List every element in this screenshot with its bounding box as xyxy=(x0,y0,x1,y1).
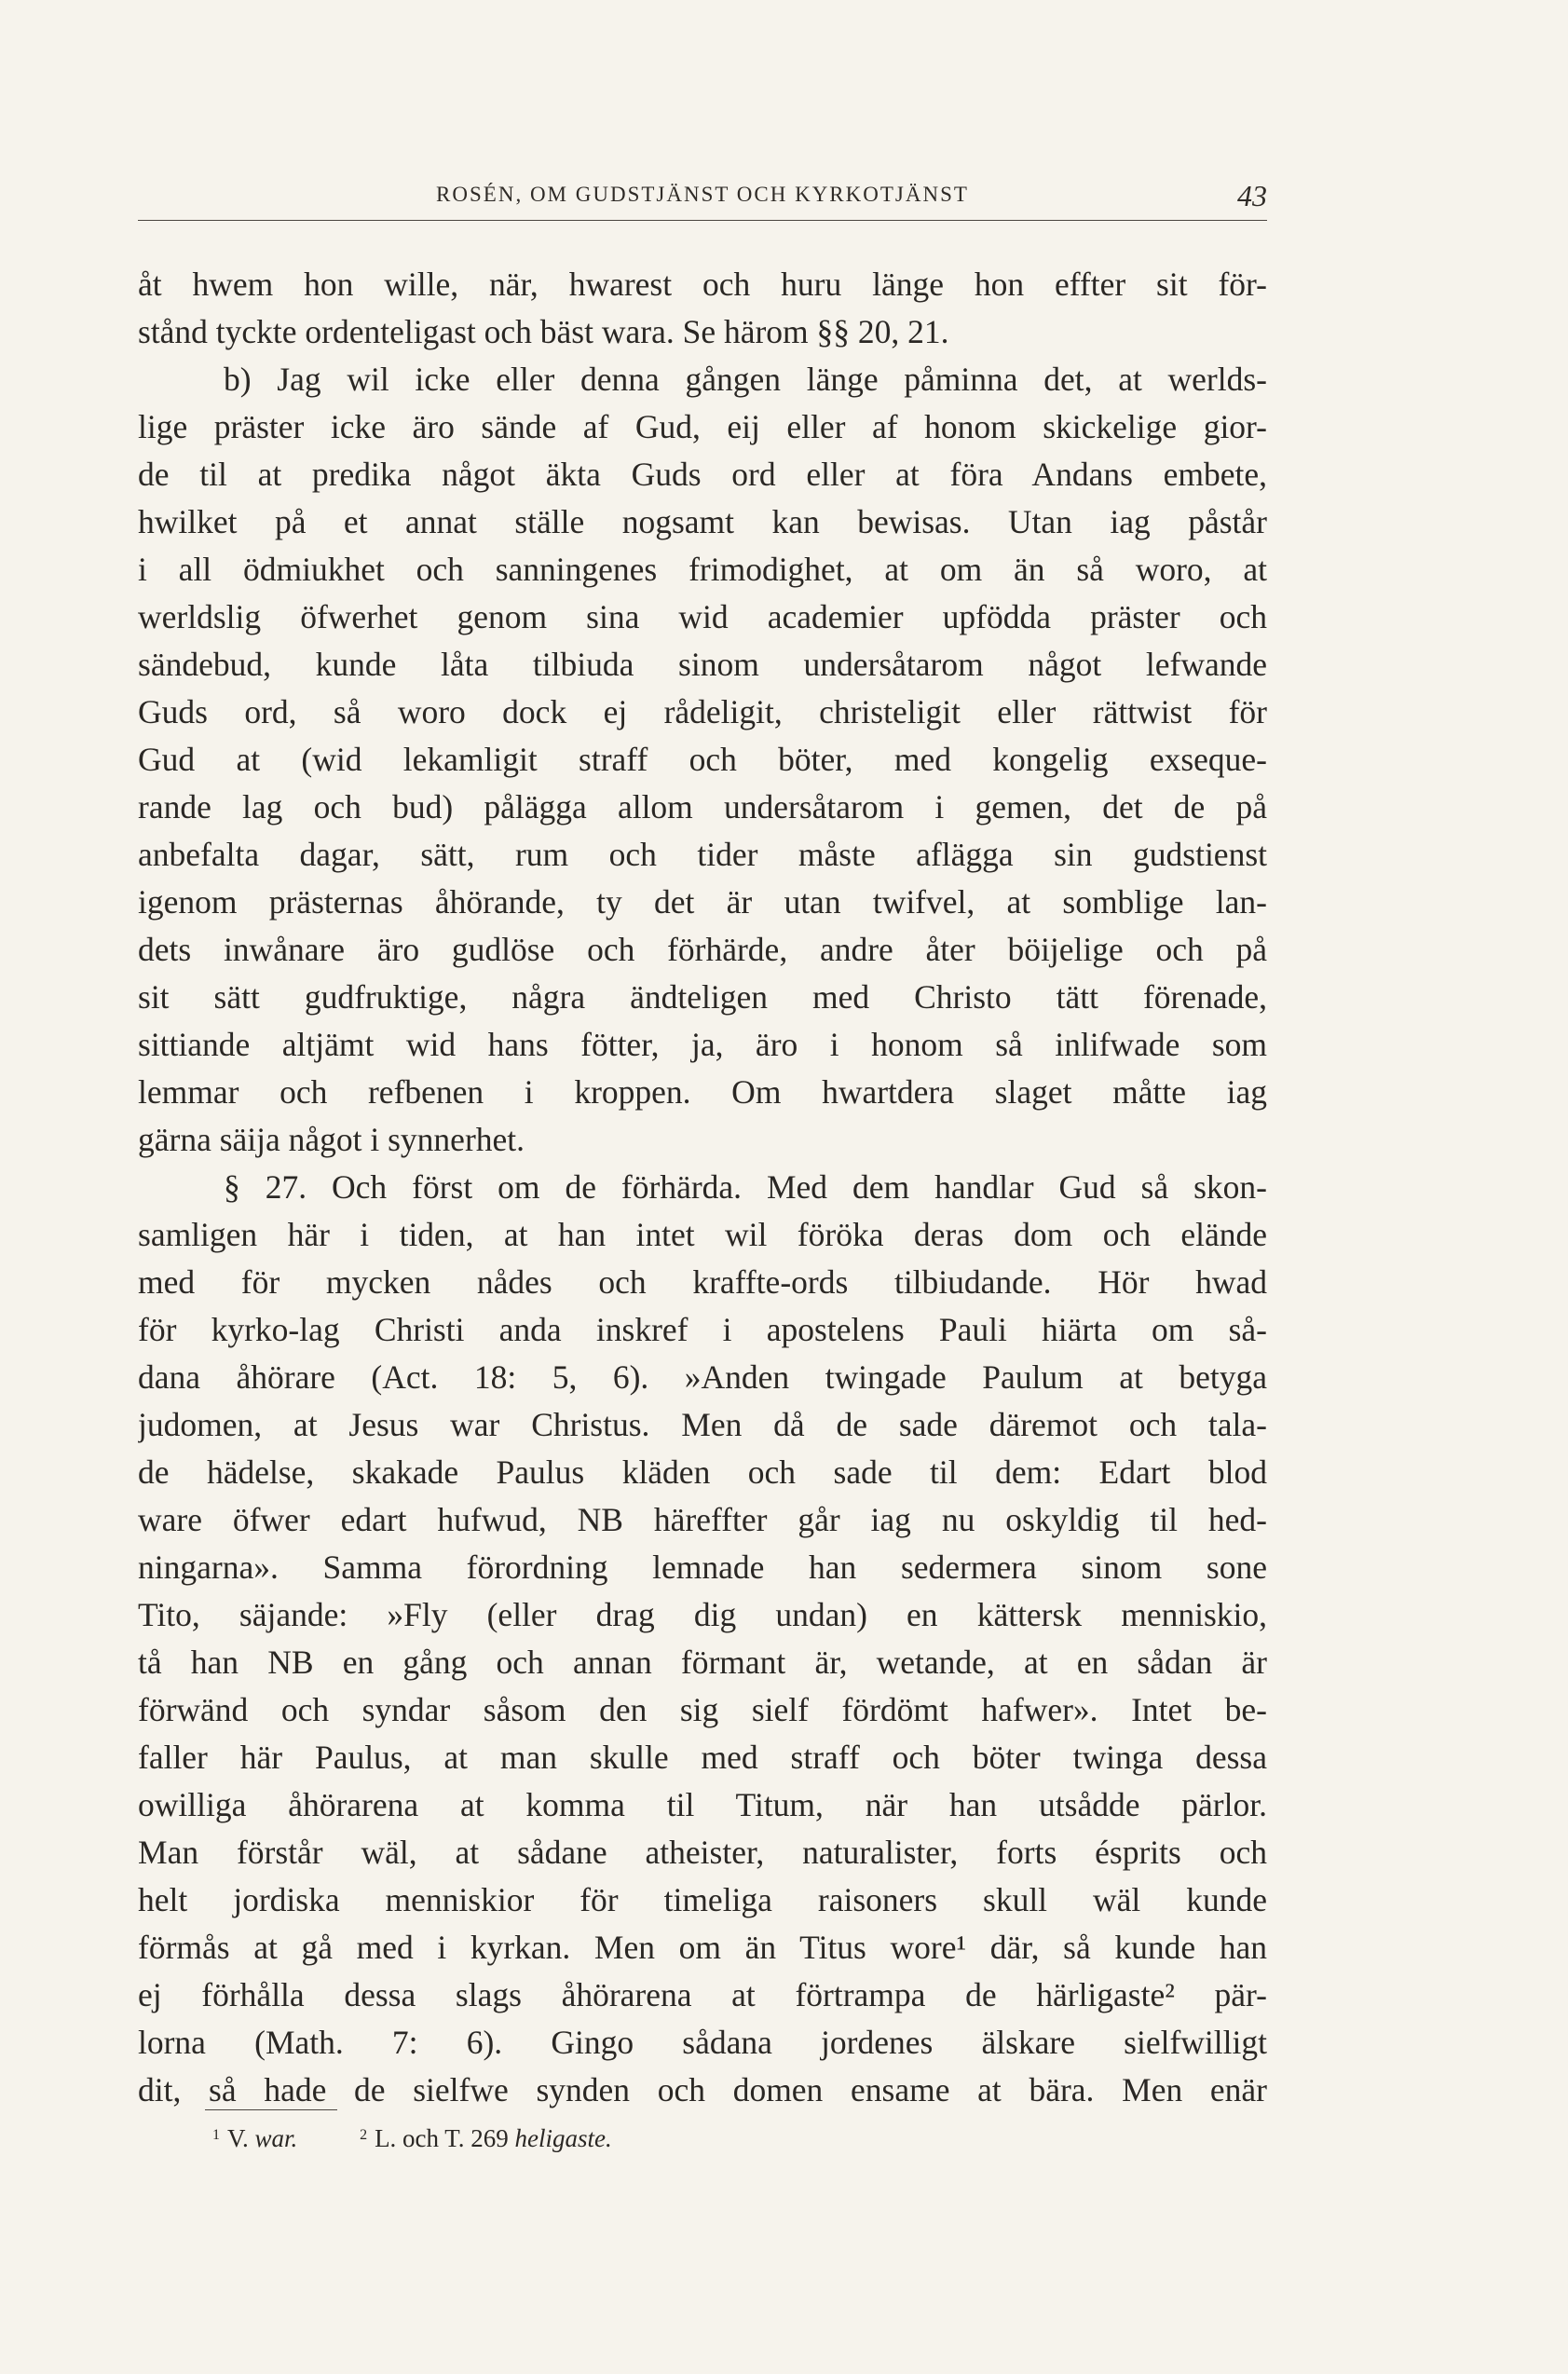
text-line: de hädelse, skakade Paulus kläden och sade til dem: Edart blod xyxy=(138,1453,1267,1491)
text-line: werldslig öfwerhet genom sina wid academier upfödda präster och xyxy=(138,598,1267,635)
footnotes xyxy=(212,2117,668,2157)
text-line: sit sätt gudfruktige, några ändteligen med Christo tätt förenade, xyxy=(138,978,1267,1016)
page-number: 43 xyxy=(1237,179,1267,212)
body-text xyxy=(138,261,1267,2114)
text-line: Man förstår wäl, at sådane atheister, naturalister, forts ésprits och xyxy=(138,1834,1267,1871)
text-line: stånd tyckte ordenteligast och bäst wara. Se härom §§ 20, 21. xyxy=(138,313,949,350)
text-line: för kyrko-lag Christi anda inskref i apostelens Pauli hiärta om så- xyxy=(138,1311,1267,1348)
text-line: igenom prästernas åhörande, ty det är utan twifvel, at somblige lan- xyxy=(138,883,1267,921)
text-line: förmås at gå med i kyrkan. Men om än Titus wore¹ där, så kunde han xyxy=(138,1929,1267,1966)
text-line: de til at predika något äkta Guds ord eller at föra Andans embete, xyxy=(138,456,1267,493)
text-line: tå han NB en gång och annan förmant är, wetande, at en sådan är xyxy=(138,1644,1267,1681)
text-line: lige präster icke äro sände af Gud, eij eller af honom skickelige gior- xyxy=(138,408,1267,445)
text-line: helt jordiska menniskior för timeliga raisoners skull wäl kunde xyxy=(138,1881,1267,1918)
text-line: judomen, at Jesus war Christus. Men då de sade däremot och tala- xyxy=(138,1406,1267,1443)
text-line: åt hwem hon wille, när, hwarest och huru länge hon effter sit för- xyxy=(138,266,1267,303)
text-line: dets inwånare äro gudlöse och förhärde, andre åter böijelige och på xyxy=(138,931,1267,968)
text-line: med för mycken nådes och kraffte-ords tilbiudande. Hör hwad xyxy=(138,1263,1267,1301)
footnote-2 xyxy=(360,2117,612,2157)
text-line: lorna (Math. 7: 6). Gingo sådana jordenes älskare sielfwilligt xyxy=(138,2024,1267,2061)
text-line: hwilket på et annat ställe nogsamt kan bewisas. Utan iag påstår xyxy=(138,503,1267,540)
text-line: Guds ord, så woro dock ej rådeligit, christeligit eller rättwist för xyxy=(138,693,1267,730)
text-line: faller här Paulus, at man skulle med straff och böter twinga dessa xyxy=(138,1739,1267,1776)
header-rule xyxy=(138,220,1267,221)
text-line: § 27. Och först om de förhärda. Med dem handlar Gud så skon- xyxy=(224,1168,1267,1206)
text-line: lemmar och refbenen i kroppen. Om hwartdera slaget måtte iag xyxy=(138,1073,1267,1111)
footnote-marker: 2 xyxy=(360,2127,368,2143)
footnote-rule xyxy=(205,2109,337,2110)
text-line: förwänd och syndar såsom den sig sielf fördömt hafwer». Intet be- xyxy=(138,1691,1267,1728)
text-line: samligen här i tiden, at han intet wil föröka deras dom och elände xyxy=(138,1216,1267,1253)
footnote-italic: war. xyxy=(254,2124,298,2152)
footnote-text: V. xyxy=(227,2124,249,2152)
text-line: sittiande altjämt wid hans fötter, ja, äro i honom så inlifwade som xyxy=(138,1026,1267,1063)
footnote-text: L. och T. 269 xyxy=(375,2124,509,2152)
footnote-1 xyxy=(212,2117,297,2157)
footnote-italic: heligaste. xyxy=(514,2124,612,2152)
text-line: rande lag och bud) pålägga allom undersåtarom i gemen, det de på xyxy=(138,788,1267,825)
text-line: dit, så hade de sielfwe synden och domen ensame at bära. Men enär xyxy=(138,2071,1267,2108)
text-line: anbefalta dagar, sätt, rum och tider måste aflägga sin gudstienst xyxy=(138,836,1267,873)
text-line: owilliga åhörarena at komma til Titum, när han utsådde pärlor. xyxy=(138,1786,1267,1823)
text-line: b) Jag wil icke eller denna gången länge påminna det, at werlds- xyxy=(224,361,1267,398)
text-line: Tito, säjande: »Fly (eller drag dig undan) en kättersk menniskio, xyxy=(138,1596,1267,1633)
text-line: ningarna». Samma förordning lemnade han sedermera sinom sone xyxy=(138,1549,1267,1586)
text-line: i all ödmiukhet och sanningenes frimodighet, at om än så woro, at xyxy=(138,551,1267,588)
text-line: ware öfwer edart hufwud, NB häreffter går iag nu oskyldig til hed- xyxy=(138,1501,1267,1538)
footnote-marker: 1 xyxy=(212,2127,220,2143)
running-head: ROSÉN, OM GUDSTJÄNST OCH KYRKOTJÄNST xyxy=(436,183,969,206)
page-header xyxy=(138,179,1267,229)
text-line: Gud at (wid lekamligit straff och böter, med kongelig exseque- xyxy=(138,741,1267,778)
text-line: ej förhålla dessa slags åhörarena at förtrampa de härligaste² pär- xyxy=(138,1976,1267,2013)
text-line: dana åhörare (Act. 18: 5, 6). »Anden twingade Paulum at betyga xyxy=(138,1358,1267,1396)
text-line: sändebud, kunde låta tilbiuda sinom undersåtarom något lefwande xyxy=(138,646,1267,683)
text-line: gärna säija något i synnerhet. xyxy=(138,1121,525,1158)
